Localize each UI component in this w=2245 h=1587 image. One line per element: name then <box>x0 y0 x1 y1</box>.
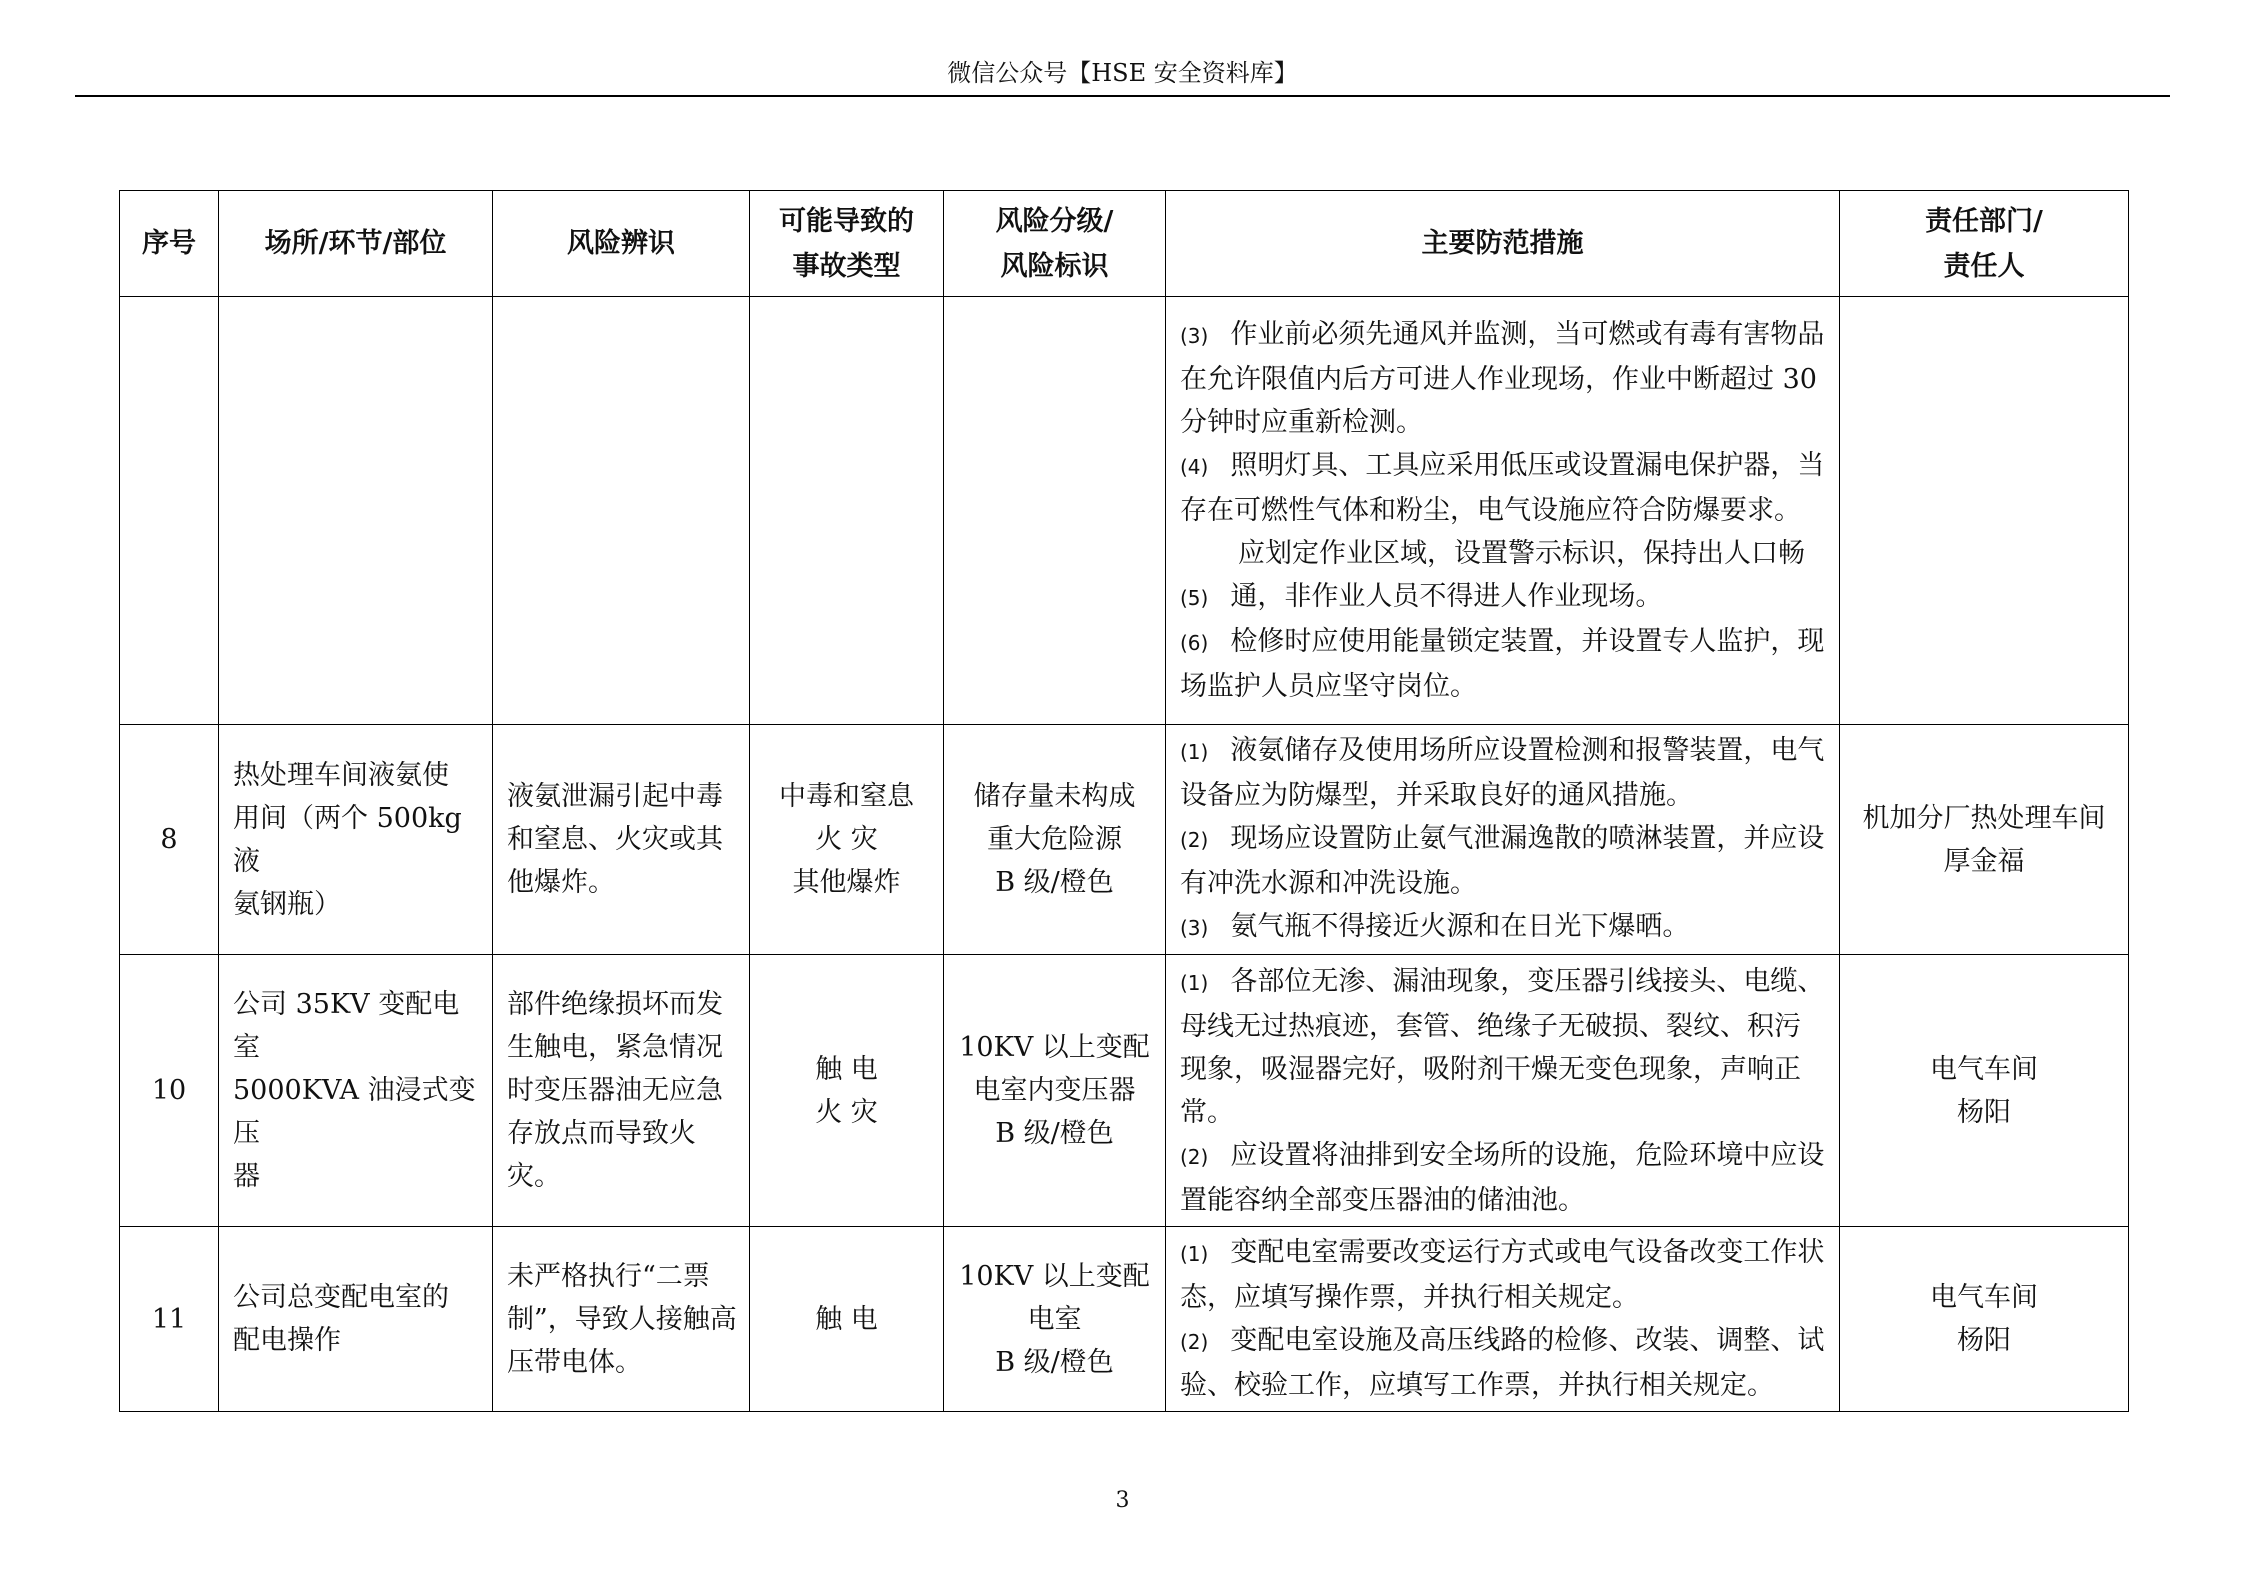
page-number: 3 <box>1115 1488 1130 1513</box>
cell-responsible: 电气车间 杨阳 <box>1840 955 2129 1227</box>
cell-location: 热处理车间液氨使 用间（两个 500kg 液 氨钢瓶） <box>219 725 493 955</box>
measure-item: (1) 液氨储存及使用场所应设置检测和报警装置，电气设备应为防爆型，并采取良好的通风措施。 <box>1180 735 1825 811</box>
measure-item: (3) 作业前必须先通风并监测，当可燃或有毒有害物品在允许限值内后方可进人作业现场，作业中断超过 30 分钟时应重新检测。 <box>1180 319 1825 438</box>
cell-no <box>120 297 219 725</box>
measure-item: (2) 应设置将油排到安全场所的设施，危险环境中应设置能容纳全部变压器油的储油池。 <box>1180 1139 1825 1216</box>
table-row <box>120 725 2129 955</box>
cell-responsible <box>1840 297 2129 725</box>
cell-responsible: 机加分厂热处理车间 厚金福 <box>1840 725 2129 955</box>
col-header-accident: 可能导致的 事故类型 <box>750 191 944 297</box>
cell-accident: 触 电 火 灾 <box>750 955 944 1227</box>
table-row <box>120 1227 2129 1412</box>
table-row <box>120 955 2129 1227</box>
cell-level: 10KV 以上变配 电室内变压器 B 级/橙色 <box>944 955 1166 1227</box>
measure-item: (6) 检修时应使用能量锁定装置，并设置专人监护，现场监护人员应坚守岗位。 <box>1180 626 1825 702</box>
measure-item: (1) 各部位无渗、漏油现象，变压器引线接头、电缆、母线无过热痕迹，套管、绝缘子无破损、裂纹、积污现象，吸湿器完好，吸附剂干燥无变色现象，声响正常。 <box>1180 965 1825 1128</box>
col-header-risk: 风险辨识 <box>493 191 750 297</box>
cell-level: 储存量未构成 重大危险源 B 级/橙色 <box>944 725 1166 955</box>
measure-item: (3) 氨气瓶不得接近火源和在日光下爆晒。 <box>1180 911 1690 942</box>
cell-no: 10 <box>120 955 219 1227</box>
table-header-row <box>120 191 2129 297</box>
header-rule <box>75 95 2170 97</box>
measure-item: (2) 现场应设置防止氨气泄漏逸散的喷淋装置，并应设有冲洗水源和冲洗设施。 <box>1180 823 1825 899</box>
cell-no: 8 <box>120 725 219 955</box>
col-header-no: 序号 <box>120 191 219 297</box>
measure-item: (1) 变配电室需要改变运行方式或电气设备改变工作状态，应填写操作票，并执行相关规定。 <box>1180 1237 1825 1313</box>
col-header-responsible: 责任部门/ 责任人 <box>1840 191 2129 297</box>
cell-level: 10KV 以上变配 电室 B 级/橙色 <box>944 1227 1166 1412</box>
page-header: 微信公众号【HSE 安全资料库】 <box>947 59 1298 87</box>
cell-location: 公司总变配电室的 配电操作 <box>219 1227 493 1412</box>
col-header-level: 风险分级/ 风险标识 <box>944 191 1166 297</box>
cell-risk <box>493 297 750 725</box>
cell-accident: 触 电 <box>750 1227 944 1412</box>
cell-measures <box>1166 1227 1840 1412</box>
cell-risk: 部件绝缘损坏而发 生触电，紧急情况 时变压器油无应急 存放点而导致火 灾。 <box>493 955 750 1227</box>
cell-location <box>219 297 493 725</box>
risk-table <box>119 190 2129 1412</box>
cell-measures <box>1166 725 1840 955</box>
table-row <box>120 297 2129 725</box>
measure-item: (5) 通，非作业人员不得进人作业现场。 <box>1180 581 1663 612</box>
cell-level <box>944 297 1166 725</box>
col-header-location: 场所/环节/部位 <box>219 191 493 297</box>
cell-risk: 液氨泄漏引起中毒 和窒息、火灾或其 他爆炸。 <box>493 725 750 955</box>
measure-item: (4) 照明灯具、工具应采用低压或设置漏电保护器，当存在可燃性气体和粉尘，电气设施应符合防爆要求。 <box>1180 450 1825 526</box>
cell-location: 公司 35KV 变配电室 5000KVA 油浸式变压 器 <box>219 955 493 1227</box>
cell-measures <box>1166 955 1840 1227</box>
measure-item: (2) 变配电室设施及高压线路的检修、改装、调整、试验、校验工作，应填写工作票，并执行相关规定。 <box>1180 1325 1825 1401</box>
cell-measures <box>1166 297 1840 725</box>
cell-no: 11 <box>120 1227 219 1412</box>
cell-risk: 未严格执行“二票 制”，导致人接触高 压带电体。 <box>493 1227 750 1412</box>
measure-item: 应划定作业区域，设置警示标识，保持出人口畅 <box>1238 538 1805 569</box>
cell-responsible: 电气车间 杨阳 <box>1840 1227 2129 1412</box>
cell-accident: 中毒和窒息 火 灾 其他爆炸 <box>750 725 944 955</box>
cell-accident <box>750 297 944 725</box>
col-header-measures: 主要防范措施 <box>1166 191 1840 297</box>
